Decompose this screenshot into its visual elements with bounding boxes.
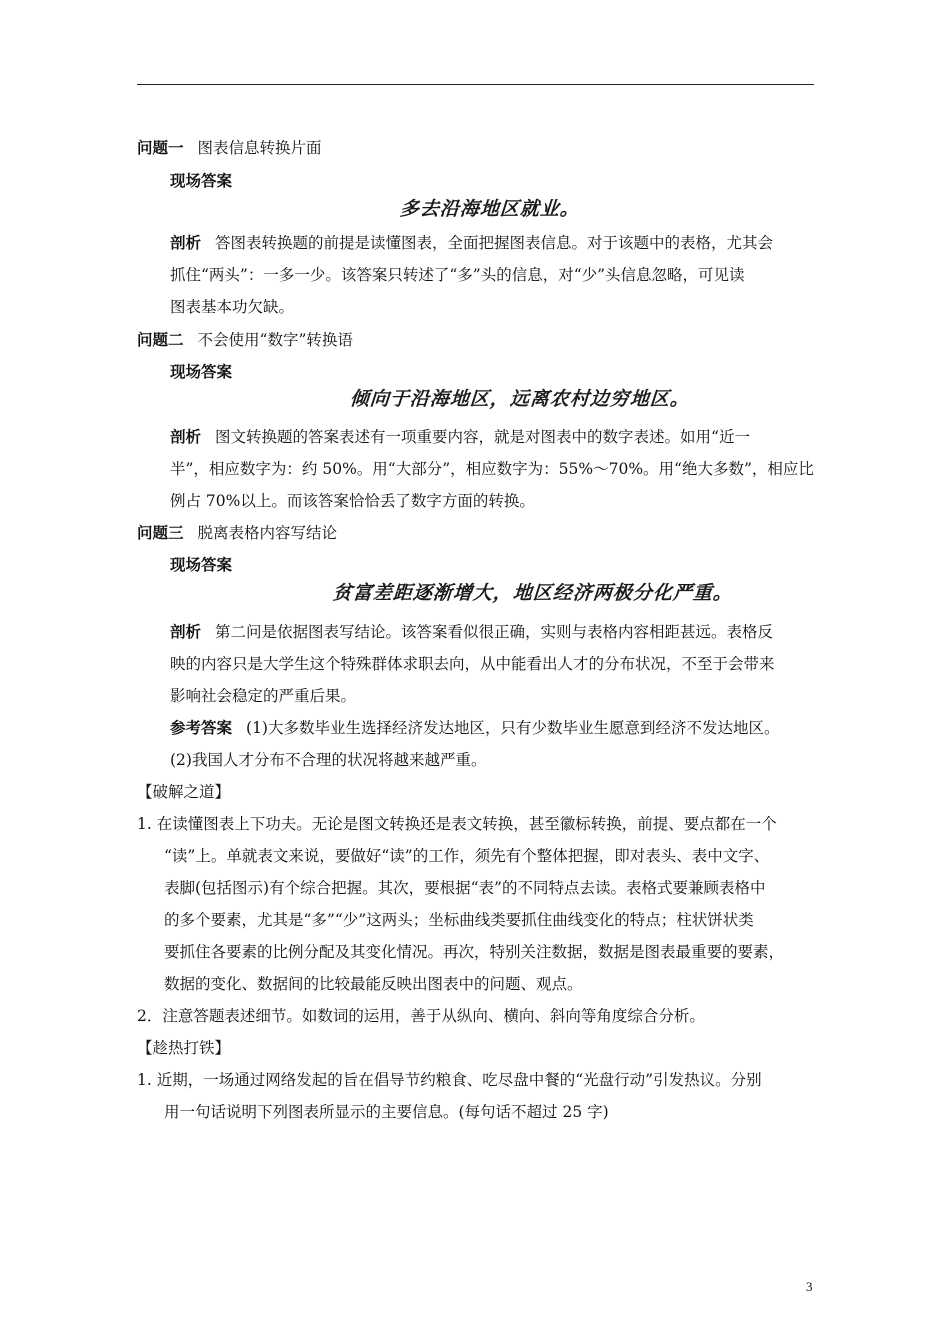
problem-2-heading bbox=[137, 329, 353, 351]
problem-2-analysis-label: 剖析 bbox=[170, 427, 202, 446]
problem-1-analysis-label: 剖析 bbox=[170, 233, 202, 252]
reference-answer-label: 参考答案 bbox=[170, 718, 233, 737]
problem-1-analysis-line: 抓住“两头”：一多一少。该答案只转述了“多”头的信息，对“少”头信息忽略，可见读 bbox=[170, 266, 745, 284]
method-item-line: 1. 在读懂图表上下功夫。无论是图文转换还是表文转换，甚至徽标转换，前提、要点都在一个 bbox=[137, 815, 777, 833]
problem-2-analysis-line: 半”，相应数字为：约 50%。用“大部分”，相应数字为：55%～70%。用“绝大多数”，相应比 bbox=[170, 460, 814, 478]
problem-3-analysis-line bbox=[170, 621, 773, 643]
problem-3-label: 问题三 bbox=[137, 523, 184, 542]
problem-1-handwritten-answer: 多去沿海地区就业。 bbox=[399, 198, 581, 220]
analysis-text: 图文转换题的答案表述有一项重要内容，就是对图表中的数字表述。如用“近一 bbox=[215, 428, 750, 446]
problem-2-label: 问题二 bbox=[137, 330, 184, 349]
problem-3-analysis-line: 影响社会稳定的严重后果。 bbox=[170, 687, 357, 705]
problem-2-answer-label: 现场答案 bbox=[170, 362, 233, 381]
method-item-line: 要抓住各要素的比例分配及其变化情况。再次，特别关注数据，数据是图表最重要的要素， bbox=[164, 943, 785, 961]
analysis-text: 第二问是依据图表写结论。该答案看似很正确，实则与表格内容相距甚远。表格反 bbox=[215, 623, 774, 641]
reference-text: (1)大多数毕业生选择经济发达地区，只有少数毕业生愿意到经济不发达地区。 bbox=[246, 719, 780, 737]
problem-1-heading bbox=[137, 137, 322, 159]
method-item-line: 2．注意答题表述细节。如数词的运用，善于从纵向、横向、斜向等角度综合分析。 bbox=[137, 1007, 705, 1025]
practice-item-line: 用一句话说明下列图表所显示的主要信息。(每句话不超过 25 字) bbox=[164, 1103, 609, 1121]
problem-3-heading bbox=[137, 522, 337, 544]
analysis-text: 答图表转换题的前提是读懂图表，全面把握图表信息。对于该题中的表格，尤其会 bbox=[215, 234, 774, 252]
problem-3-title: 脱离表格内容写结论 bbox=[197, 524, 338, 542]
problem-3-answer-label: 现场答案 bbox=[170, 555, 233, 574]
problem-1-label: 问题一 bbox=[137, 138, 184, 157]
problem-1-analysis-line bbox=[170, 232, 773, 254]
header-rule bbox=[137, 84, 814, 85]
problem-1-answer-label: 现场答案 bbox=[170, 171, 233, 190]
practice-heading: 【趁热打铁】 bbox=[137, 1039, 231, 1057]
method-item-line: 表脚(包括图示)有个综合把握。其次，要根据“表”的不同特点去读。表格式要兼顾表格中 bbox=[164, 879, 766, 897]
problem-3-handwritten-answer: 贫富差距逐渐增大，地区经济两极分化严重。 bbox=[332, 582, 734, 604]
reference-answer-line bbox=[170, 717, 779, 739]
page-number: 3 bbox=[806, 1279, 813, 1294]
problem-2-analysis-line: 例占 70%以上。而该答案恰恰丢了数字方面的转换。 bbox=[170, 492, 535, 510]
problem-2-handwritten-answer: 倾向于沿海地区，远离农村边穷地区。 bbox=[349, 388, 691, 410]
method-heading: 【破解之道】 bbox=[137, 783, 231, 801]
method-item-line: “读”上。单就表文来说，要做好“读”的工作，须先有个整体把握，即对表头、表中文字、 bbox=[164, 847, 770, 865]
method-item-line: 数据的变化、数据间的比较最能反映出图表中的问题、观点。 bbox=[164, 975, 583, 993]
problem-1-analysis-line: 图表基本功欠缺。 bbox=[170, 298, 295, 316]
problem-3-analysis-label: 剖析 bbox=[170, 622, 202, 641]
problem-3-analysis-line: 映的内容只是大学生这个特殊群体求职去向，从中能看出人才的分布状况，不至于会带来 bbox=[170, 655, 775, 673]
problem-1-title: 图表信息转换片面 bbox=[197, 139, 322, 157]
problem-2-title: 不会使用“数字”转换语 bbox=[197, 331, 353, 349]
practice-item-line: 1. 近期，一场通过网络发起的旨在倡导节约粮食、吃尽盘中餐的“光盘行动”引发热议。分别 bbox=[137, 1071, 762, 1089]
problem-2-analysis-line bbox=[170, 426, 750, 448]
reference-answer-line: (2)我国人才分布不合理的状况将越来越严重。 bbox=[170, 751, 487, 769]
method-item-line: 的多个要素，尤其是“多”“少”这两头；坐标曲线类要抓住曲线变化的特点；柱状饼状类 bbox=[164, 911, 754, 929]
